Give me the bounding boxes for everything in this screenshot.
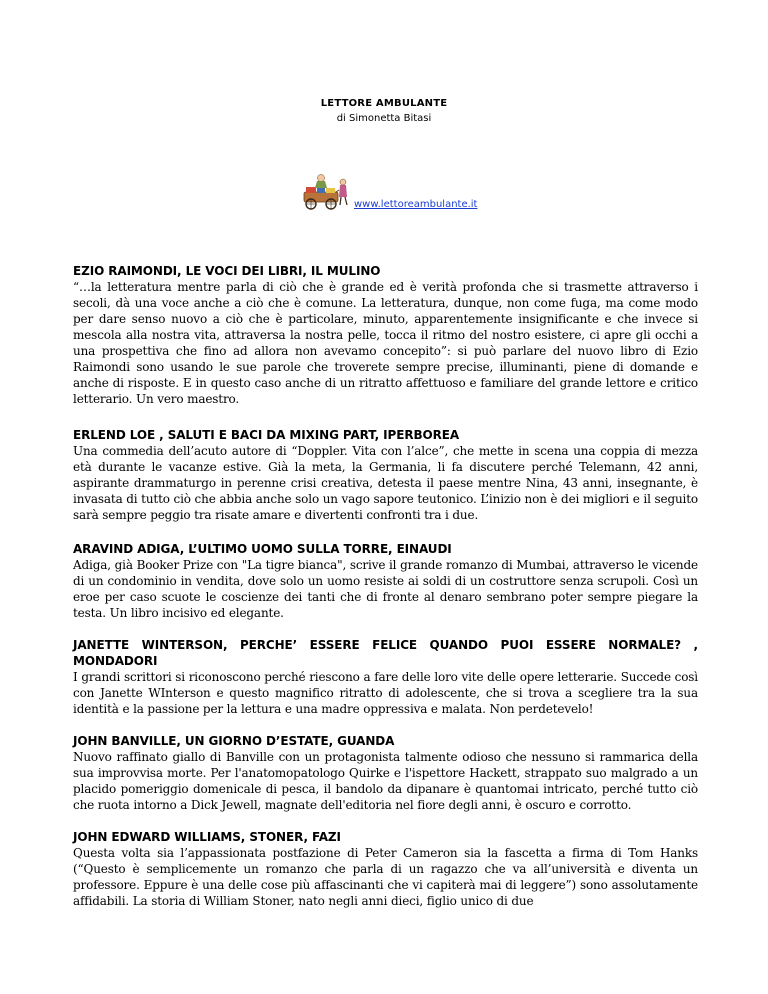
review-body: Una commedia dell’acuto autore di “Doppler. Vita con l’alce”, che mette in scena una coppia di mezza età durante le vacanze estive. Già la meta, la Germania, li fa discutere perché Telemann, 42 anni, aspirante drammaturgo in perenne crisi creativa, detesta il paese mentre Nina, 43 anni, insegnante, è invasata di tutto ciò che abbia anche solo un vago sapore teutonico. L’inizio non è dei migliori e il seguito sarà sempre peggio tra risate amare e divertenti confronti tra i due. (73, 444, 698, 522)
review-heading: JANETTE WINTERSON, PERCHE’ ESSERE FELICE QUANDO PUOI ESSERE NORMALE? , MONDADORI (73, 638, 698, 668)
review-item (73, 829, 698, 909)
reviews-list (73, 263, 698, 909)
review-body: Nuovo raffinato giallo di Banville con un protagonista talmente odioso che nessuno si rammarica della sua improvvisa morte. Per l'anatomopatologo Quirke e l'ispettore Hackett, strappato suo malgrado a un placido pomeriggio domenicale di pesca, il bandolo da dipanare è quantomai intricato, perché tutto ciò che ruota intorno a Dick Jewell, magnate dell'editoria nel fiore degli anni, è oscuro e corrotto. (73, 750, 698, 812)
review-body: Adiga, già Booker Prize con "La tigre bianca", scrive il grande romanzo di Mumbai, attraverso le vicende di un condominio in vendita, dove solo un uomo resiste ai soldi di un costruttore senza scrupoli. Così un eroe per caso scuote le coscienze dei tanti che di fronte al denaro sembrano poter sempre piegare la testa. Un libro incisivo ed elegante. (73, 558, 698, 620)
review-body: I grandi scrittori si riconoscono perché riescono a fare delle loro vite delle opere letterarie. Succede così con Janette WInterson e questo magnifico ritratto di adolescente, che si trova a scegliere tra la sua identità e la passione per la lettura e una madre oppressiva e malata. Non perdetevelo! (73, 670, 698, 716)
review-heading: JOHN BANVILLE, UN GIORNO D’ESTATE, GUANDA (73, 734, 395, 748)
column-title: LETTORE AMBULANTE (320, 98, 448, 109)
review-item (73, 541, 698, 621)
review-heading: ARAVIND ADIGA, L’ULTIMO UOMO SULLA TORRE, EINAUDI (73, 542, 452, 556)
column-author: di Simonetta Bitasi (336, 113, 432, 124)
review-item (73, 263, 698, 407)
lettore-ambulante-logo-icon (298, 170, 350, 212)
review-heading: EZIO RAIMONDI, LE VOCI DEI LIBRI, IL MULINO (73, 264, 381, 278)
review-heading: ERLEND LOE , SALUTI E BACI DA MIXING PART, IPERBOREA (73, 428, 460, 442)
review-body: “…la letteratura mentre parla di ciò che è grande ed è verità profonda che si trasmette attraverso i secoli, dà una voce anche a ciò che è comune. La letteratura, dunque, non come fuga, ma come modo per dare senso nuovo a ciò che è particolare, minuto, apparentemente insignificante e che invece si mescola alla nostra vita, attraversa la nostra pelle, tocca il ritmo del nostro esistere, ci apre gli occhi a una prospettiva che fino ad allora non avevamo concepito”: si può parlare del nuovo libro di Ezio Raimondi sono usando le sue parole che troverete sempre precise, illuminanti, piene di domande e anche di risposte. E in questo caso anche di un ritratto affettuoso e familiare del grande lettore e critico letterario. Un vero maestro. (73, 280, 698, 406)
website-link[interactable]: www.lettoreambulante.it (354, 199, 478, 210)
review-item (73, 427, 698, 523)
review-body: Questa volta sia l’appassionata postfazione di Peter Cameron sia la fascetta a firma di Tom Hanks (“Questo è semplicemente un romanzo che parla di un ragazzo che va all’università e diventa un professore. Eppure è una delle cose più affascinanti che vi capiterà mai di leggere”) sono assolutamente affidabili. La storia di William Stoner, nato negli anni dieci, figlio unico di due (73, 846, 698, 908)
review-heading: JOHN EDWARD WILLIAMS, STONER, FAZI (73, 830, 341, 844)
review-item (73, 637, 698, 717)
review-item (73, 733, 698, 813)
